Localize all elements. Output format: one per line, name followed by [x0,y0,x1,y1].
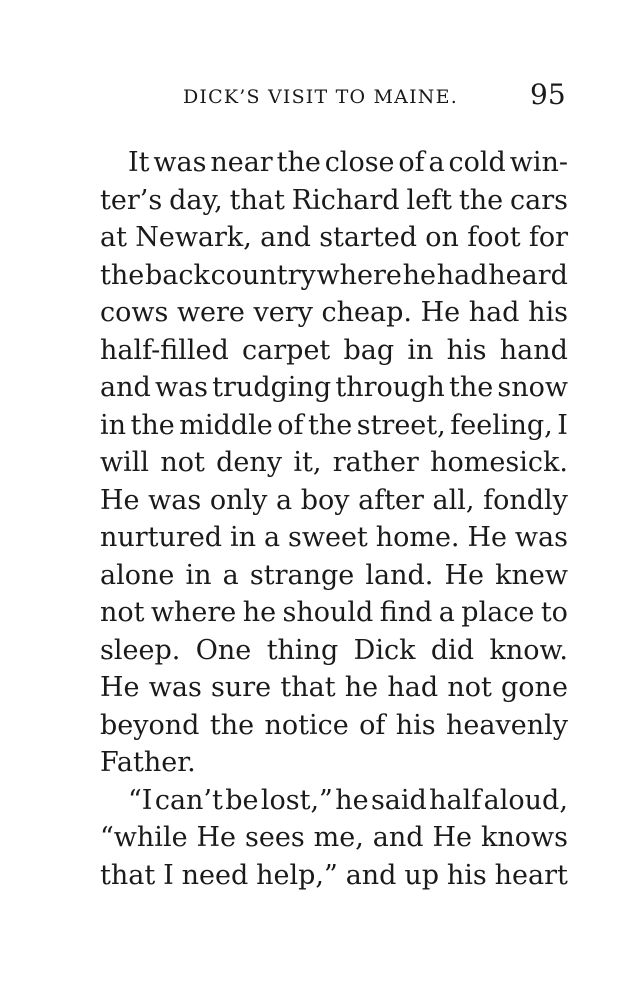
word: be [225,784,259,816]
word: to [540,597,568,628]
word: land. [365,559,434,591]
word: on [425,222,459,253]
text-line [100,744,568,782]
word: day, [169,184,223,216]
text-line [100,669,568,707]
word: was [153,147,207,178]
word: need [181,859,249,891]
text-line [100,857,568,895]
word: had [468,297,520,328]
word: in [230,522,257,553]
word: me, [313,822,364,853]
word: left [406,184,452,216]
word: He [420,297,461,328]
word: can’t [154,784,223,816]
text-line [100,482,568,520]
word: knows [480,822,568,853]
word: He [432,822,473,853]
word: half [429,784,482,816]
word: close [324,147,395,178]
text-line [100,594,568,632]
word: where [150,597,237,628]
word: homesick. [430,447,568,478]
word: cheap. [321,297,412,328]
word: I [557,409,568,441]
word: He [196,822,237,853]
text-line [100,182,568,220]
word: the [100,259,145,291]
word: all, [432,484,475,516]
word: a [438,597,455,628]
word: He [100,672,140,703]
word: cars [510,184,568,216]
word: help,” [256,859,338,891]
text-line [100,369,568,407]
word: that [280,672,336,703]
text-line [100,782,568,820]
word: aloud, [483,784,568,816]
word: of [277,409,304,441]
word: was [514,522,568,553]
word: middle [179,409,273,441]
word: sleep. [100,634,181,666]
word: snow [497,372,568,403]
word: fondly [483,484,568,516]
word: One [195,634,252,666]
word: He [100,484,140,516]
word: that [229,184,285,216]
word: should [282,597,374,628]
word: did [430,634,475,666]
word: strange [249,559,355,591]
word: he [402,259,437,291]
word: feeling, [450,409,553,441]
word: heart [494,859,568,891]
running-title: DICK’S VISIT TO MAINE. [183,86,458,108]
word: street, [356,409,446,441]
word: not [100,597,145,628]
word: will [100,447,150,478]
word: was [154,372,209,403]
word: heard [488,259,568,291]
word: only [209,484,268,516]
word: notice [264,709,349,741]
word: He [467,522,507,553]
word: that [100,859,156,891]
word: not [160,447,205,478]
word: through [335,372,445,403]
word: not [447,672,492,703]
text-line [100,557,568,595]
word: I [163,859,174,891]
word: and [260,222,311,253]
word: cows [100,297,169,328]
page-number: 95 [530,78,566,111]
word: Newark, [135,222,252,253]
word: of [398,147,425,178]
word: sees [245,822,305,853]
word: Dick [353,634,416,666]
word: his [395,709,436,741]
word: “I [128,784,153,816]
text-line [100,257,568,295]
word: hand [499,334,568,366]
word: and [100,372,151,403]
word: bag [343,334,395,366]
word: find [379,597,433,628]
word: of [359,709,386,741]
word: it, [293,447,322,478]
word: in [407,334,434,366]
word: lost,” [260,784,333,816]
word: the [130,409,175,441]
text-line [100,219,568,257]
text-line [100,294,568,332]
word: the [448,372,494,403]
word: rather [332,447,419,478]
word: up [404,859,440,891]
word: alone [100,559,175,591]
word: in [100,409,127,441]
word: his [446,334,487,366]
word: gone [501,672,568,703]
word: place [461,597,535,628]
word: a [222,559,239,591]
word: after [358,484,424,516]
word: back [144,259,210,291]
word: deny [216,447,283,478]
word: He [444,559,485,591]
text-line [100,519,568,557]
word: win- [509,147,568,178]
text-line [100,144,568,182]
word: carpet [242,334,331,366]
word: and [345,859,397,891]
word: where [316,259,402,291]
word: a [428,147,445,178]
word: trudging [212,372,332,403]
word: the [458,184,504,216]
word: started [319,222,418,253]
word: knew [495,559,568,591]
text-line [100,332,568,370]
word: was [148,484,202,516]
word: a [263,522,281,553]
word: thing [266,634,339,666]
word: and [372,822,424,853]
word: the [307,409,353,441]
word: Father. [100,747,196,778]
word: had [387,672,439,703]
word: half-filled [100,334,229,366]
word: his [446,859,487,891]
word: had [436,259,488,291]
word: was [148,672,202,703]
word: country [210,259,316,291]
text-line [100,707,568,745]
word: at [100,222,127,253]
word: he [335,784,369,816]
word: a [275,484,293,516]
word: for [528,222,568,253]
text-line [100,407,568,445]
word: cold [448,147,506,178]
word: were [176,297,245,328]
word: foot [467,222,521,253]
word: “while [100,822,188,853]
word: sure [211,672,272,703]
word: the [209,709,255,741]
word: nurtured [100,522,223,553]
word: home. [375,522,460,553]
word: Richard [291,184,400,216]
word: very [253,297,313,328]
word: heavenly [446,709,568,741]
word: the [276,147,321,178]
page-header [0,78,640,118]
word: beyond [100,709,200,741]
word: he [344,672,379,703]
text-line [100,819,568,857]
word: in [185,559,212,591]
word: said [370,784,427,816]
word: ter’s [100,184,163,216]
word: know. [489,634,568,666]
body-text [100,144,568,894]
word: his [528,297,568,328]
text-line [100,444,568,482]
word: It [128,147,150,178]
word: boy [300,484,350,516]
word: he [242,597,277,628]
word: near [210,147,273,178]
text-line [100,632,568,670]
word: sweet [288,522,368,553]
